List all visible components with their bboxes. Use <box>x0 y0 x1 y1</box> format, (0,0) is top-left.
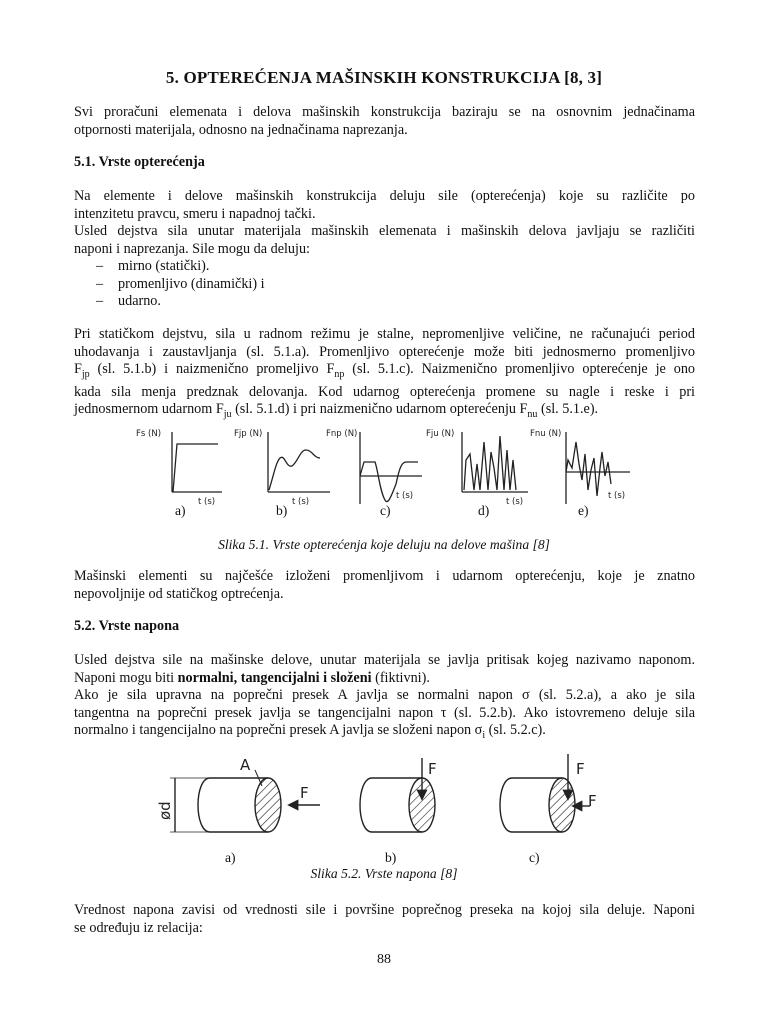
text-line: tangentna na poprečni presek javlja se tangencijalni napon τ (sl. 5.2.b). Ako istovremeno deluje sila <box>74 704 695 721</box>
force-label: F <box>300 784 309 802</box>
figure-letter: b) <box>385 850 397 865</box>
text-line: $F_{jp}$ (sl. 5.1.b) i naizmenično promeljivo $F_{np}$ (sl. 5.1.c). Naizmenično promenljivo opterećenje je ono <box>74 361 696 381</box>
cross-section-hatched <box>549 778 575 832</box>
text-line: intenzitetu pravcu, smeru i napadnoj tački. <box>74 205 316 222</box>
list-item: – mirno (statički). <box>96 258 210 274</box>
text-line: Ako je sila upravna na poprečni presek A javlja se normalni napon σ (sl. 5.2.a), a ako je sila <box>74 687 695 704</box>
text-line: Na elemente i delove mašinskih konstrukcija deluju sile (opterećenja) koje su različite po <box>74 188 695 204</box>
chart-static-load <box>172 432 222 492</box>
text-line: nepovoljnije od statičkog optrećenja. <box>74 585 284 602</box>
chapter-title: 5. OPTEREĆENJA MAŠINSKIH KONSTRUKCIJA [8, 3] <box>165 68 603 87</box>
force-label: F <box>576 760 585 778</box>
axis-label-y: Fju (N) <box>426 429 455 439</box>
figure-caption: Slika 5.1. Vrste opterećenja koje deluju na delove mašina [8] <box>218 537 550 552</box>
cylinder-normal-stress <box>170 770 320 832</box>
alternating-impact-curve <box>566 442 611 496</box>
pulsating-impact-curve <box>464 436 516 490</box>
text-line: Usled dejstva sila unutar materijala mašinskih elemenata i mašinskih delova javljaju se različiti <box>74 223 695 240</box>
cylinder-shear-stress <box>360 758 435 832</box>
section2-paragraph-1 <box>74 652 695 745</box>
text-line: Svi proračuni elemenata i delova mašinskih konstrukcija baziraju se na osnovnim jednačinama <box>74 104 695 120</box>
figure-letter: b) <box>276 503 288 518</box>
page-number: 88 <box>377 952 391 967</box>
figure-letter: d) <box>478 503 490 518</box>
text-line: normalno i tangencijalno na poprečni presek A javlja se složeni napon $\sigma_i$ (sl. 5.2.c). <box>74 722 546 742</box>
section1-paragraph-1 <box>74 188 695 258</box>
axis-label-y: Fs (N) <box>136 429 162 439</box>
pulsating-load-curve <box>269 450 320 490</box>
stress-type-figure <box>150 750 620 850</box>
figure-letter: c) <box>380 503 391 518</box>
section1-paragraph-2 <box>74 326 695 424</box>
section2-paragraph-2 <box>74 902 695 937</box>
axis-label-x: t (s) <box>608 491 626 501</box>
static-load-curve <box>173 444 218 492</box>
text-line: uhodavanja i zaustavljanja (sl. 5.1.a). Promenljivo opterećenje može biti jednosmerno promenljivo <box>74 343 695 360</box>
intro-paragraph <box>74 104 695 139</box>
axis-label-y: Fjp (N) <box>234 429 263 439</box>
load-type-figure <box>130 424 640 506</box>
figure-letter: c) <box>529 850 540 865</box>
chart-pulsating-impact-load <box>462 432 528 492</box>
force-label: F <box>588 792 597 810</box>
axis-label-y: Fnu (N) <box>530 429 562 439</box>
axis-label-x: t (s) <box>198 497 216 506</box>
force-label: F <box>428 760 437 778</box>
load-type-list <box>96 258 265 311</box>
list-item: – promenljivo (dinamički) i <box>96 275 265 292</box>
text-line: naponi i naprezanja. Sile mogu da deluju: <box>74 240 310 257</box>
figure-letter: a) <box>175 503 186 518</box>
area-label: A <box>240 756 251 774</box>
text-line: jednosmernom udarnom $F_{ju}$ (sl. 5.1.d) i pri naizmenično udarnom opterećenju $F_{nu}$ (sl. 5.1.e). <box>74 401 599 421</box>
diameter-label: ød <box>156 801 174 820</box>
text-line: otpornosti materijala, odnosno na jednačinama naprezanja. <box>74 121 408 138</box>
section1-paragraph-3 <box>74 568 695 603</box>
figure-caption: Slika 5.2. Vrste napona [8] <box>310 866 458 881</box>
section-heading-5-2: 5.2. Vrste napona <box>74 618 180 634</box>
chart-pulsating-load <box>268 432 330 492</box>
text-line: kada sila menja predznak delovanja. Kod udarnog opterećenja promene su nagle i reske i pri <box>74 383 695 400</box>
text-line: Naponi mogu biti normalni, tangencijalni i složeni (fiktivni). <box>74 669 430 686</box>
axis-label-x: t (s) <box>506 497 524 506</box>
axis-label-x: t (s) <box>396 491 414 501</box>
figure-letter: e) <box>578 503 589 518</box>
figure-letter: a) <box>225 850 236 865</box>
text-line: Pri statičkom dejstvu, sila u radnom režimu je stalne, nepromenljive veličine, ne računajući period <box>74 326 695 342</box>
text-line: Vrednost napona zavisi od vrednosti sile i površine poprečnog preseka na kojoj sila deluje. Naponi <box>74 902 695 918</box>
text-line: se određuju iz relacija: <box>74 919 203 936</box>
text-line: Mašinski elementi su najčešće izloženi promenljivom i udarnom opterećenju, koje je znatno <box>74 568 695 584</box>
list-item: – udarno. <box>96 293 161 310</box>
text-line: Usled dejstva sile na mašinske delove, unutar materijala se javlja pritisak kojeg nazivamo naponom. <box>74 652 695 668</box>
cross-section-hatched <box>255 778 281 832</box>
section-heading-5-1: 5.1. Vrste opterećenja <box>74 154 205 170</box>
axis-label-y: Fnp (N) <box>326 429 358 439</box>
axis-label-x: t (s) <box>292 497 310 506</box>
